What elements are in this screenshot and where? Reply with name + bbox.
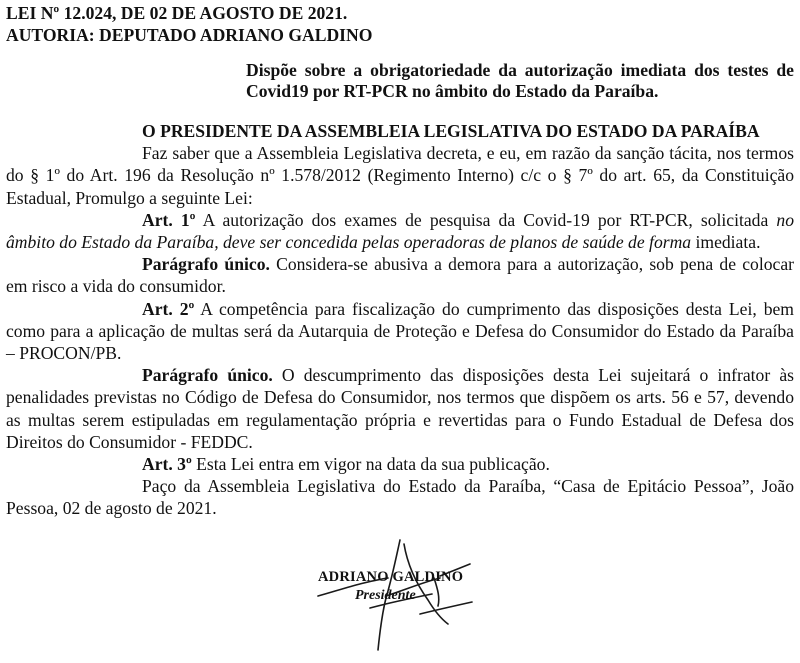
article-1-paragraph [6,253,794,297]
article-2 [6,298,794,365]
signature-role: Presidente [355,588,416,603]
article-3 [6,453,794,475]
article-2-label: Art. 2º [142,298,195,319]
preamble: Faz saber que a Assembleia Legislativa decreta, e eu, em razão da sanção tácita, nos termos do § 1º do Art. 196 da Resolução nº 1.578/2012 (Regimento Interno) c/c o § 7º do art. 65, da Constituição Estadual, Promulgo a seguinte Lei: [6,143,794,208]
article-1-text-italic: no âmbito do Estado da Paraíba, deve ser concedida pelas operadoras de planos de saúde de forma [6,209,794,253]
article-2-paragraph-text: O descumprimento das disposições desta Lei sujeitará o infrator às penalidades previstas no Código de Defesa do Consumidor, nos termos que dispõem os arts. 56 e 57, devendo as multas serem estipuladas em regulamentação própria e revertidas para o Fundo Estadual de Defesa dos Direitos do Consumidor - FEDDC. [6,365,794,452]
article-1-paragraph-text: Considera-se abusiva a demora para a autorização, sob pena de colocar em risco a vida do consumidor. [6,254,794,297]
article-3-label: Art. 3º [142,454,192,475]
article-2-paragraph [6,364,794,453]
article-1-text-a: A autorização dos exames de pesquisa da Covid-19 por RT-PCR, solicitada [195,209,777,230]
closing-statement: Paço da Assembleia Legislativa do Estado da Paraíba, “Casa de Epitácio Pessoa”, João Pessoa, 02 de agosto de 2021. [6,476,794,519]
article-1-label: Art. 1º [142,209,196,230]
law-summary: Dispõe sobre a obrigatoriedade da autorização imediata dos testes de Covid19 por RT-PCR no âmbito do Estado da Paraíba. [246,60,794,101]
article-1-paragraph-label: Parágrafo único. [142,254,270,275]
law-number: LEI Nº 12.024, DE 02 DE AGOSTO DE 2021. [6,3,348,23]
law-authorship: AUTORIA: DEPUTADO ADRIANO GALDINO [6,25,373,45]
article-2-paragraph-label: Parágrafo único. [142,365,273,386]
law-document [6,2,794,520]
article-2-text: A competência para fiscalização do cumprimento das disposições desta Lei, bem como para a aplicação de multas será da Autarquia de Proteção e Defesa do Consumidor do Estado da Paraíba – PROCON/PB. [6,298,794,364]
presidente-title: O PRESIDENTE DA ASSEMBLEIA LEGISLATIVA DO ESTADO DA PARAÍBA [142,121,760,141]
article-3-text: Esta Lei entra em vigor na data da sua publicação. [191,454,550,475]
article-1-text-b: imediata. [691,232,761,253]
signature-name: ADRIANO GALDINO [318,569,464,585]
article-1 [6,209,794,253]
